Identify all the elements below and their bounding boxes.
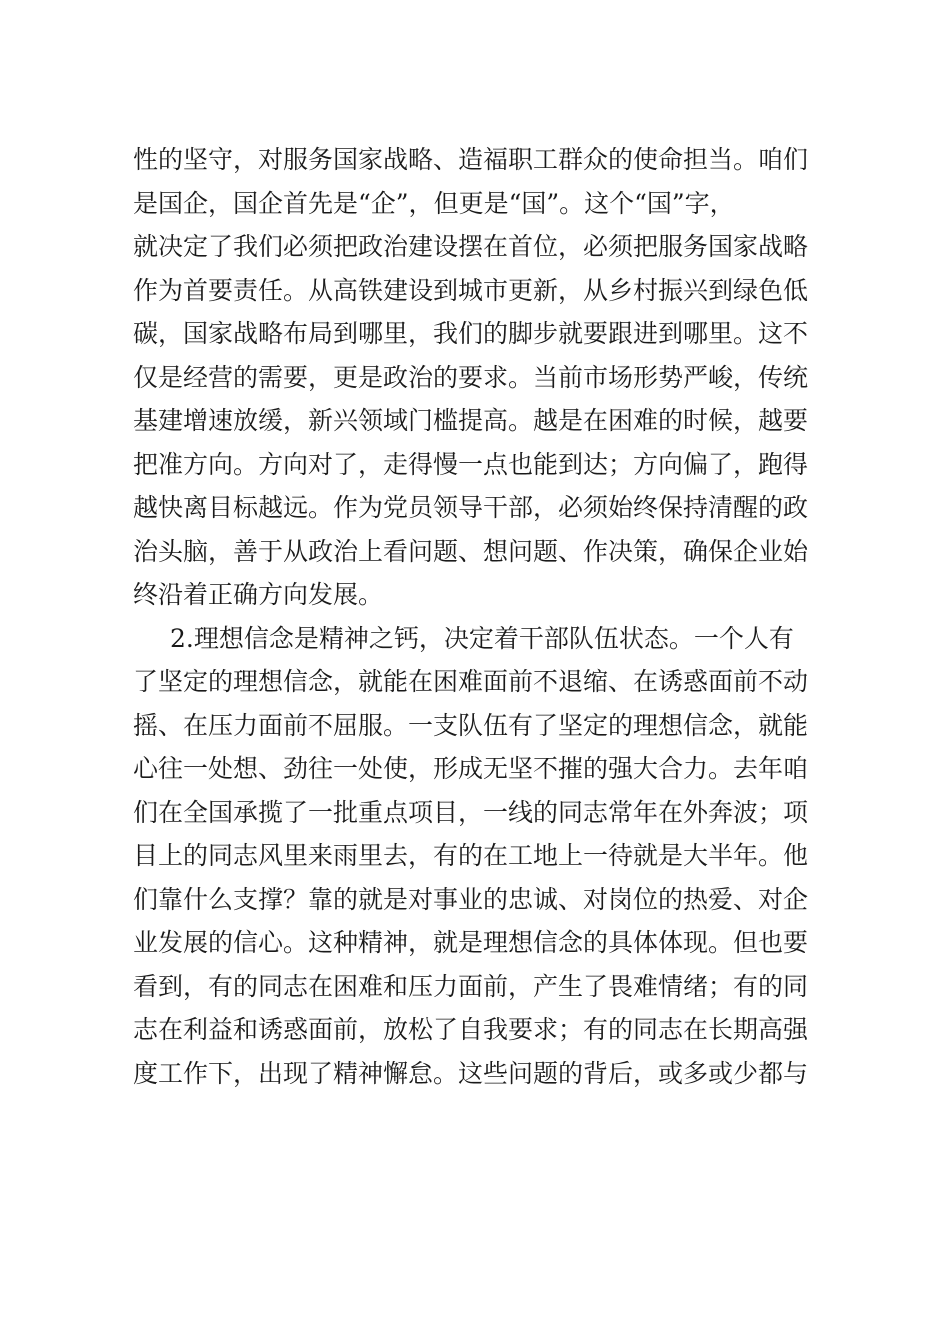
text-line: 心往一处想、劲往一处使，形成无坚不摧的强大合力。去年咱	[133, 754, 809, 783]
text-line: 业发展的信心。这种精神，就是理想信念的具体体现。但也要	[133, 928, 809, 957]
text-line: 是国企，国企首先是“企”，但更是“国”。这个“国”字，	[133, 188, 735, 218]
text-line: 仅是经营的需要，更是政治的要求。当前市场形势严峻，传统	[133, 362, 809, 392]
paragraph-heading-line: 2.理想信念是精神之钙，决定着干部队伍状态。一个人有	[170, 623, 794, 653]
text-line: 看到，有的同志在困难和压力面前，产生了畏难情绪；有的同	[133, 971, 809, 1001]
text-line: 把准方向。方向对了，走得慢一点也能到达；方向偏了，跑得	[133, 449, 809, 479]
text-line: 度工作下，出现了精神懈怠。这些问题的背后，或多或少都与	[133, 1058, 809, 1088]
text-line: 了坚定的理想信念，就能在困难面前不退缩、在诱惑面前不动	[133, 667, 809, 696]
text-line: 志在利益和诱惑面前，放松了自我要求；有的同志在长期高强	[133, 1015, 809, 1044]
text-line: 性的坚守，对服务国家战略、造福职工群众的使命担当。咱们	[133, 145, 809, 174]
text-line: 基建增速放缓，新兴领域门槛提高。越是在困难的时候，越要	[133, 406, 809, 435]
text-line: 就决定了我们必须把政治建设摆在首位，必须把服务国家战略	[133, 232, 809, 261]
text-line: 碳，国家战略布局到哪里，我们的脚步就要跟进到哪里。这不	[133, 319, 809, 348]
text-line: 作为首要责任。从高铁建设到城市更新，从乡村振兴到绿色低	[133, 275, 809, 305]
text-line: 目上的同志风里来雨里去，有的在工地上一待就是大半年。他	[133, 841, 809, 870]
text-line: 们靠什么支撑？靠的就是对事业的忠诚、对岗位的热爱、对企	[133, 884, 809, 914]
text-line: 越快离目标越远。作为党员领导干部，必须始终保持清醒的政	[133, 493, 809, 522]
text-line: 摇、在压力面前不屈服。一支队伍有了坚定的理想信念，就能	[133, 710, 809, 740]
text-line: 们在全国承揽了一批重点项目，一线的同志常年在外奔波；项	[133, 797, 809, 827]
text-line: 治头脑，善于从政治上看问题、想问题、作决策，确保企业始	[133, 536, 809, 566]
text-line: 终沿着正确方向发展。	[133, 580, 384, 609]
